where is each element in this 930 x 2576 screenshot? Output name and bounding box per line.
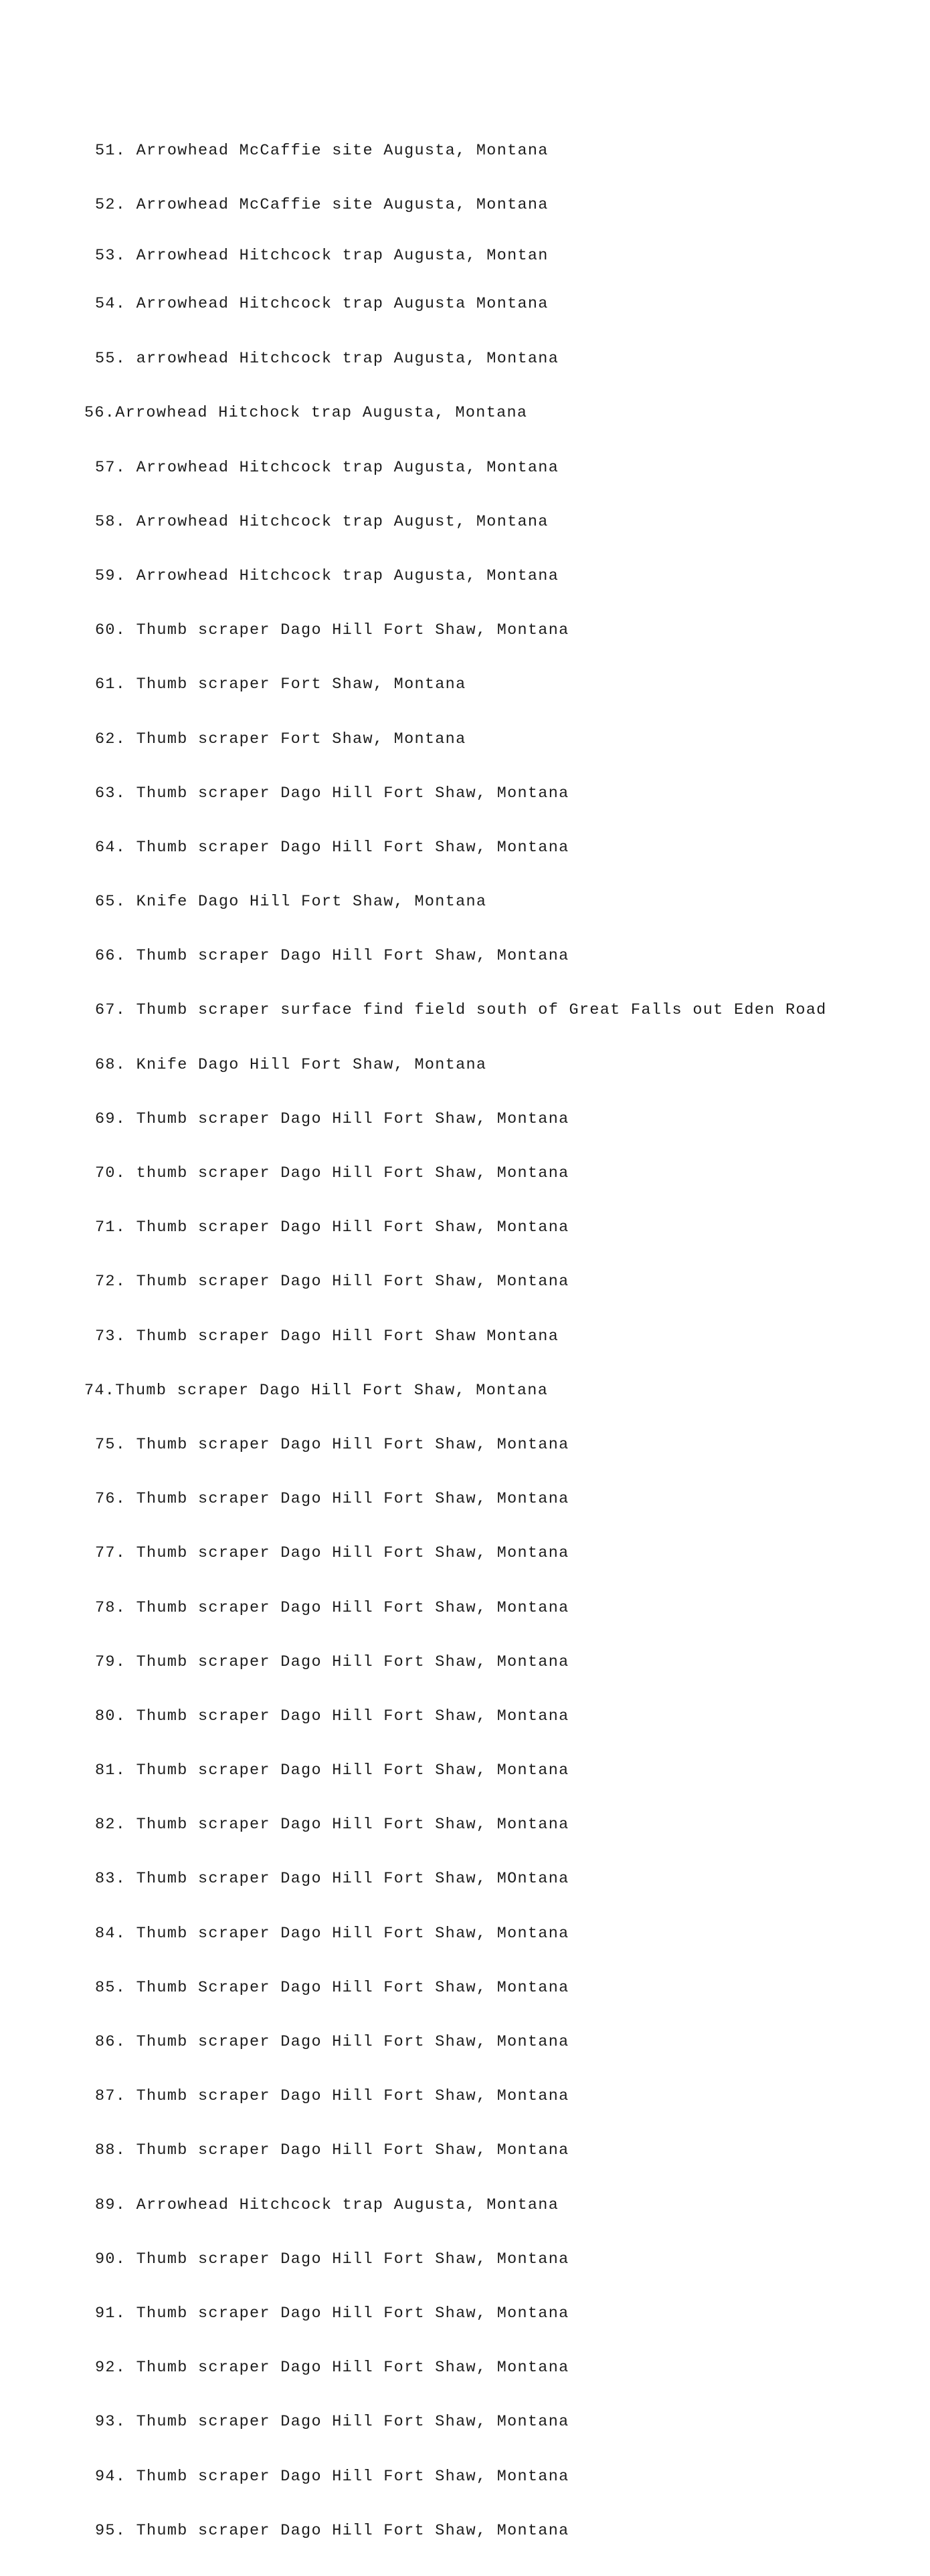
list-item: 85. Thumb Scraper Dago Hill Fort Shaw, Montana [95,1978,569,1997]
list-item: 52. Arrowhead McCaffie site Augusta, Montana [95,196,549,215]
list-item: 92. Thumb scraper Dago Hill Fort Shaw, Montana [95,2359,569,2377]
list-item: 79. Thumb scraper Dago Hill Fort Shaw, Montana [95,1652,569,1671]
list-item: 93. Thumb scraper Dago Hill Fort Shaw, Montana [95,2413,569,2432]
list-item: 94. Thumb scraper Dago Hill Fort Shaw, Montana [95,2467,569,2486]
list-item: 68. Knife Dago Hill Fort Shaw, Montana [95,1055,487,1074]
list-item: 77. Thumb scraper Dago Hill Fort Shaw, Montana [95,1544,569,1563]
list-item: 70. thumb scraper Dago Hill Fort Shaw, Montana [95,1164,569,1182]
list-item: 66. Thumb scraper Dago Hill Fort Shaw, Montana [95,947,569,966]
list-item: 56.Arrowhead Hitchock trap Augusta, Montana [84,404,528,423]
list-item: 95. Thumb scraper Dago Hill Fort Shaw, Montana [95,2521,569,2540]
list-item: 80. Thumb scraper Dago Hill Fort Shaw, Montana [95,1707,569,1725]
list-item: 89. Arrowhead Hitchcock trap Augusta, Montana [95,2195,559,2214]
list-item: 67. Thumb scraper surface find field south of Great Falls out Eden Road [95,1001,827,1020]
list-item: 90. Thumb scraper Dago Hill Fort Shaw, Montana [95,2250,569,2268]
list-item: 74.Thumb scraper Dago Hill Fort Shaw, Montana [84,1381,549,1400]
list-item: 76. Thumb scraper Dago Hill Fort Shaw, Montana [95,1490,569,1509]
list-item: 91. Thumb scraper Dago Hill Fort Shaw, Montana [95,2304,569,2323]
list-item: 57. Arrowhead Hitchcock trap Augusta, Montana [95,458,559,477]
list-item: 75. Thumb scraper Dago Hill Fort Shaw, Montana [95,1435,569,1454]
list-item: 84. Thumb scraper Dago Hill Fort Shaw, Montana [95,1924,569,1943]
list-item: 83. Thumb scraper Dago Hill Fort Shaw, MOntana [95,1870,569,1889]
list-item: 60. Thumb scraper Dago Hill Fort Shaw, Montana [95,621,569,640]
list-item: 61. Thumb scraper Fort Shaw, Montana [95,675,466,694]
list-item: 78. Thumb scraper Dago Hill Fort Shaw, Montana [95,1598,569,1617]
list-item: 53. Arrowhead Hitchcock trap Augusta, Montan [95,247,549,265]
list-item: 82. Thumb scraper Dago Hill Fort Shaw, Montana [95,1816,569,1834]
list-item: 81. Thumb scraper Dago Hill Fort Shaw, Montana [95,1761,569,1780]
list-item: 59. Arrowhead Hitchcock trap Augusta, Montana [95,566,559,585]
list-item: 73. Thumb scraper Dago Hill Fort Shaw Montana [95,1327,559,1346]
list-item: 55. arrowhead Hitchcock trap Augusta, Montana [95,350,559,368]
list-item: 63. Thumb scraper Dago Hill Fort Shaw, Montana [95,784,569,802]
list-item: 58. Arrowhead Hitchcock trap August, Montana [95,512,549,531]
list-item: 51. Arrowhead McCaffie site Augusta, Montana [95,142,549,160]
list-item: 62. Thumb scraper Fort Shaw, Montana [95,730,466,748]
list-item: 88. Thumb scraper Dago Hill Fort Shaw, Montana [95,2141,569,2160]
artifact-list [84,106,827,2576]
list-item: 54. Arrowhead Hitchcock trap Augusta Montana [95,295,549,314]
list-item: 71. Thumb scraper Dago Hill Fort Shaw, Montana [95,1218,569,1237]
list-item: 72. Thumb scraper Dago Hill Fort Shaw, Montana [95,1273,569,1291]
list-item: 86. Thumb scraper Dago Hill Fort Shaw, Montana [95,2033,569,2051]
list-item: 65. Knife Dago Hill Fort Shaw, Montana [95,893,487,911]
list-item: 64. Thumb scraper Dago Hill Fort Shaw, Montana [95,838,569,857]
list-item: 69. Thumb scraper Dago Hill Fort Shaw, Montana [95,1109,569,1128]
list-item: 87. Thumb scraper Dago Hill Fort Shaw, Montana [95,2087,569,2106]
